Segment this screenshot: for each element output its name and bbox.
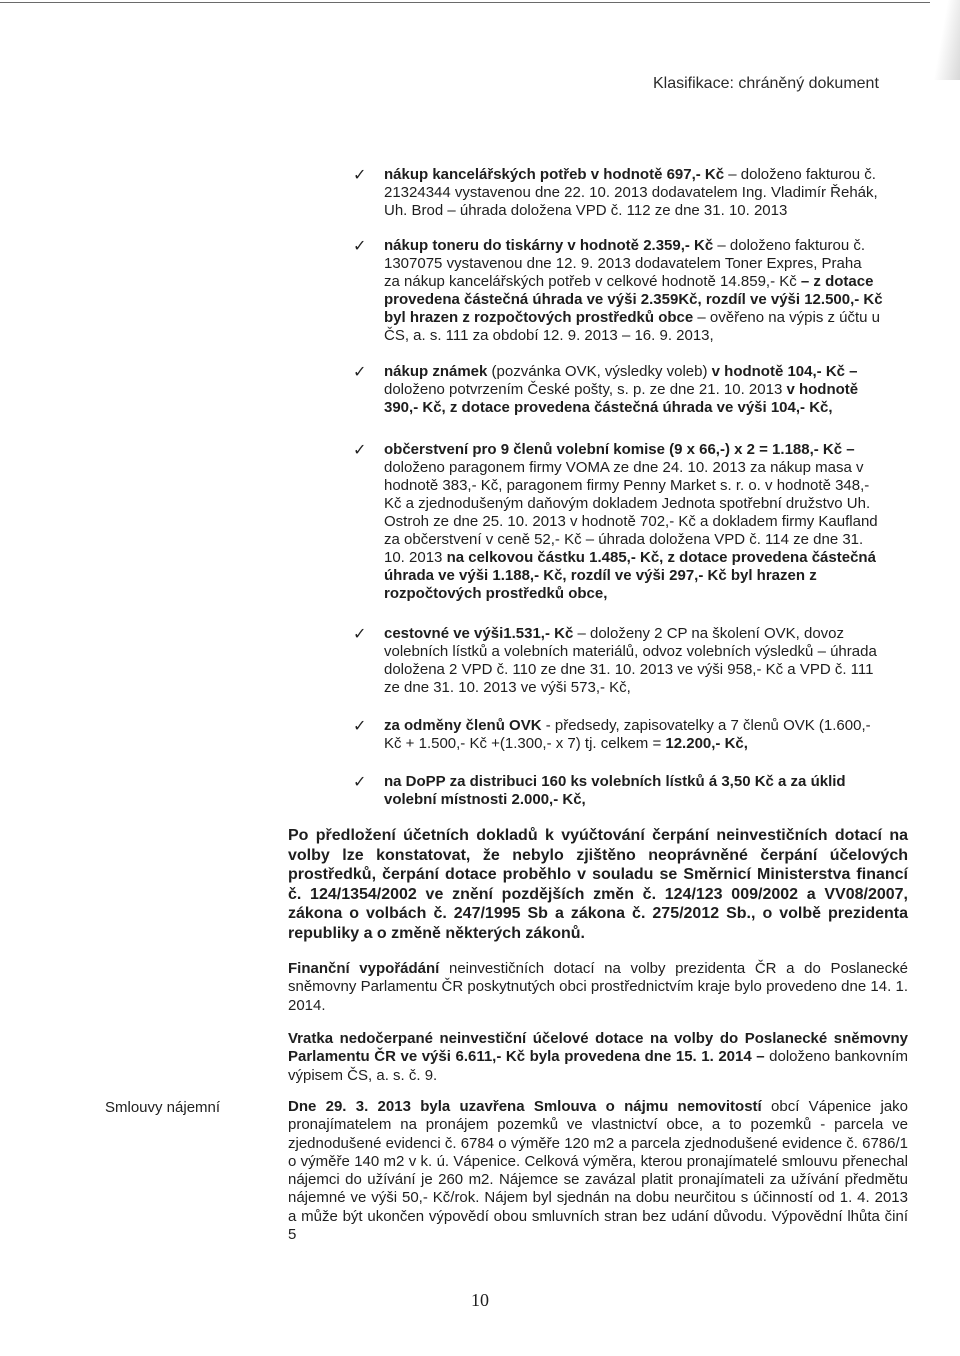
checkmark-icon: ✓ [353,364,367,381]
item-text: ze dne 31. 10. 2013 ve výši 573,- Kč, [384,679,631,696]
list-item-refreshments [353,441,904,603]
item-text: Kč + 1.500,- Kč +(1.300,- x 7) tj. celkem = [384,735,666,752]
item-text: 21324344 vystavenou dne 22. 10. 2013 dodavatelem Ing. Vladimír Řehák, [384,184,878,201]
paragraph-conclusion: Po předložení účetních dokladů k vyúčtování čerpání neinvestičních dotací na volby lze konstatovat, že nebylo zjištěno neoprávněné čerpání účelových prostředků, čerpání dotace proběhlo v souladu se Směrnicí Ministerstva financí č. 124/1354/2002 ve znění pozdějších změn č. 124/123 009/2002 a VV08/2007, zákona o volbách č. 247/1995 Sb a zákona č. 275/2012 Sb., o volbě prezidenta republiky a o změně některých zákonů. [288,827,908,942]
paragraph-bold: Vratka nedočerpané neinvestiční účelové dotace na volby do Poslanecké sněmovny Parlamentu ČR ve výši 6.611,- Kč byla provedena dne 15. 1. 2014 – [288,1030,908,1066]
item-text-bold: v hodnotě [786,381,859,398]
item-text-bold: 390,- Kč, z dotace provedena částečná úhrada ve výši 104,- Kč, [384,399,833,416]
item-text: doložena 2 VPD č. 110 ze dne 31. 10. 2013 ve výši 958,- Kč a VPD č. 111 [384,661,874,678]
item-text: – doloženo fakturou č. [713,237,865,254]
item-text: za občerstvení v ceně 52,- Kč – úhrada doložena VPD č. 114 ze dne 31. [384,531,864,548]
item-text: Uh. Brod – úhrada doložena VPD č. 112 ze dne 31. 10. 2013 [384,202,788,219]
item-text: Ostroh ze dne 25. 10. 2013 v hodnotě 702,- Kč a dokladem firmy Kaufland [384,513,878,530]
list-item-distribution [353,773,904,809]
item-text: ČS, a. s. 111 za období 12. 9. 2013 – 16. 9. 2013, [384,327,714,344]
item-text: volebních lístků a volebních materiálů, odvoz volebních výsledků – úhrada [384,643,877,660]
item-text-bold: nákup kancelářských potřeb v hodnotě 697,- Kč [384,166,725,183]
item-text-bold: na DoPP za distribuci 160 ks volebních lístků á 3,50 Kč a za úklid [384,773,846,790]
item-text-bold: 12.200,- Kč, [665,735,748,752]
item-text: – doloženo fakturou č. [724,166,876,183]
paragraph-text: obcí Vápenice jako pronajímatelem na pronájem pozemků ve vlastnictví obce, a to pozemků - parcela ve zjednodušené evidenci č. 6784 o výměře 120 m2 a parcela zjednodušené evidence č. 6786/1 o výměře 140 m2 v k. ú. Vápenice. Celková výměra, kterou pronajímatelé smlouvu přenechal nájemci do užívání je 260 m2. Nájemce se zavázal platit pronajímateli za užívání předmětu nájemné ve výši 50,- Kč/rok. Nájem byl sjednán na dobu neurčitou s účinností od 1. 4. 2013 a může být ukončen výpovědí obou smluvních stran bez udání důvodu. Výpovědní lhůta činí 5 [288,1098,909,1244]
page-number: 10 [471,1290,489,1310]
item-text-bold: volební místnosti 2.000,- Kč, [384,791,586,808]
item-text-bold: rozpočtových prostředků obce, [384,585,608,602]
list-item-travel [353,625,904,697]
item-text-bold: nákup známek [384,363,488,380]
checkmark-icon: ✓ [353,626,367,643]
item-text: doloženo potvrzením České pošty, s. p. ze dne 21. 10. 2013 [384,381,787,398]
item-text-bold: – z dotace [800,273,874,290]
item-text: – ověřeno na výpis z účtu u [693,309,881,326]
checkmark-icon: ✓ [353,718,367,735]
checkmark-icon: ✓ [353,238,367,255]
list-item-office-supplies [353,166,904,220]
paragraph-bold: Finanční vypořádání [288,960,440,977]
item-text-bold: za odměny členů OVK [384,717,542,734]
item-text: (pozvánka OVK, výsledky voleb) [487,363,712,380]
scan-edge [930,0,960,80]
top-rule [0,2,960,3]
item-text: Kč a zjednodušeným daňovým dokladem Jednota spotřební družstvo Uh. [384,495,871,512]
paragraph-lease [288,1098,908,1244]
item-text-bold: nákup toneru do tiskárny v hodnotě 2.359,- Kč [384,237,714,254]
paragraph-refund [288,1030,908,1085]
paragraph-settlement [288,960,908,1015]
paragraph-text: doloženo bankovním výpisem ČS, a. s. č. 9. [288,1048,908,1084]
item-text: – doloženy 2 CP na školení OVK, dovoz [573,625,845,642]
list-item-stamps [353,363,904,417]
item-text-bold: občerstvení pro 9 členů volební komise (9 x 66,-) x 2 = 1.188,- Kč – [384,441,855,458]
list-item-rewards [353,717,904,753]
item-text-bold: byl hrazen z rozpočtových prostředků obce [384,309,694,326]
item-text-bold: provedena částečná úhrada ve výši 2.359Kč, rozdíl ve výši 12.500,- Kč [384,291,883,308]
item-text: - předsedy, zapisovatelky a 7 členů OVK (1.600,- [541,717,871,734]
list-item-toner [353,237,904,345]
classification-label: Klasifikace: chráněný dokument [653,75,879,92]
item-text: hodnotě 383,- Kč, paragonem firmy Penny Market s. r. o. v hodnotě 348,- [384,477,870,494]
item-text: 10. 2013 [384,549,447,566]
item-text-bold: na celkovou částku 1.485,- Kč, z dotace provedena částečná [446,549,876,566]
item-text: za nákup kancelářských potřeb v celkové hodnotě 14.859,- Kč [384,273,797,290]
item-text: 1307075 vystavenou dne 12. 9. 2013 dodavatelem Toner Expres, Praha [384,255,862,272]
paragraph-bold: Dne 29. 3. 2013 byla uzavřena Smlouva o nájmu nemovitostí [288,1098,762,1115]
item-text-bold: v hodnotě 104,- Kč – [711,363,858,380]
paragraph-text: neinvestičních dotací na volby prezidenta ČR a do Poslanecké sněmovny Parlamentu ČR poskytnutých obci prostřednictvím kraje bylo provedeno dne 14. 1. 2014. [288,960,908,1014]
checkmark-icon: ✓ [353,442,367,459]
checkmark-icon: ✓ [353,167,367,184]
item-text-bold: úhrada ve výši 1.188,- Kč, rozdíl ve výši 297,- Kč byl hrazen z [384,567,817,584]
sidebar-label-lease: Smlouvy nájemní [105,1099,221,1116]
item-text-bold: cestovné ve výši1.531,- Kč [384,625,574,642]
checkmark-icon: ✓ [353,774,367,791]
item-text: doloženo paragonem firmy VOMA ze dne 24. 10. 2013 za nákup masa v [384,459,864,476]
